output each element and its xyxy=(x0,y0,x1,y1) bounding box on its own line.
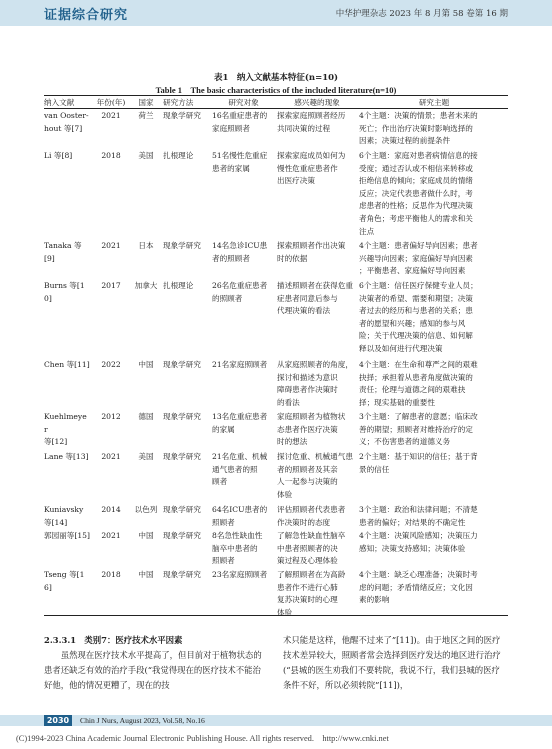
body-paragraph-right: 术只能是这样，他醒不过来了”[11])。由于地区之间的医疗技术差异较大，照顾者常会选择到医疗发达的地区进行治疗(“县城的医生劝我们不要转院，我说不行，我们县城的医疗条件不好，所以必须转院”[11])， xyxy=(283,635,501,690)
table-cell-country: 加拿大 xyxy=(134,281,158,290)
table-cell-phenomenon: 描述照顾者在获得危重 症患者同意后参与 代理决策的看法 xyxy=(277,281,353,316)
table-cell-year: 2012 xyxy=(101,412,121,421)
table-cell-themes: 4个主题：决策的情景；患者未来的 死亡；作出治疗决策时影响选择的 因素；决策过程的前提条件 xyxy=(359,111,478,146)
table-cell-subjects: 51名慢性危重症 患者的家属 xyxy=(212,151,268,173)
table-cell-subjects: 13名危重症患者 的家属 xyxy=(212,412,268,434)
table-cell-ref: Lane 等[13] xyxy=(44,452,89,461)
table-cell-method: 现象学研究 xyxy=(163,505,201,514)
table-cell-themes: 4个主题：缺乏心理准备；决策时考 虑的问题；矛盾情绪反应；文化因 素的影响 xyxy=(359,570,478,605)
col-header-subjects: 研究对象 xyxy=(228,98,259,107)
table-cell-method: 现象学研究 xyxy=(163,241,201,250)
table-cell-country: 日本 xyxy=(138,241,154,250)
body-right-column xyxy=(283,633,508,693)
table-cell-method: 现象学研究 xyxy=(163,452,201,461)
table-top-rule xyxy=(44,95,508,96)
table-cell-ref: Tseng 等[16] xyxy=(44,570,85,592)
table-cell-ref: Tanaka 等[9] xyxy=(44,241,82,263)
table-cell-phenomenon: 探索家庭成员如何为 慢性危重症患者作 出医疗决策 xyxy=(277,151,346,186)
table-cell-themes: 4个主题：患者偏好导向因素；患者 兴趣导向因素；家庭偏好导向因素 ；平衡患者、家庭偏好导向因素 xyxy=(359,241,478,276)
col-header-phenomenon: 感兴趣的现象 xyxy=(294,98,340,107)
table-cell-method: 现象学研究 xyxy=(163,360,201,369)
table-cell-year: 2018 xyxy=(101,570,121,579)
table-cell-year: 2017 xyxy=(101,281,121,290)
table-cell-phenomenon: 探索家庭照顾者经历 共同决策的过程 xyxy=(277,111,346,133)
table-cell-ref: Kuehlmeyer 等[12] xyxy=(44,412,87,447)
table-cell-ref: Li 等[8] xyxy=(44,151,73,160)
footer-journal-citation: Chin J Nurs, August 2023, Vol.58, No.16 xyxy=(80,716,205,725)
table-cell-method: 现象学研究 xyxy=(163,531,201,540)
col-header-themes: 研究主题 xyxy=(418,98,450,107)
table-cell-method: 扎根理论 xyxy=(163,281,194,290)
table-cell-country: 中国 xyxy=(138,570,154,579)
table-cell-subjects: 21名危重、机械 通气患者的照 顾者 xyxy=(212,452,268,487)
table-cell-country: 中国 xyxy=(138,531,154,540)
page-number: 2030 xyxy=(44,715,72,726)
section-label: 证据综合研究 xyxy=(44,8,129,23)
table-cell-method: 扎根理论 xyxy=(163,151,194,160)
table-cell-themes: 4个主题：在生命和尊严之间的艰难 抉择；承担着从患者角度做决策的 责任；伦理与道德之间的艰难抉 择；现实基础的重要性 xyxy=(359,360,478,407)
table-cell-themes: 3个主题：政治和法律问题；不清楚 患者的偏好；对结果的不确定性 xyxy=(359,505,478,527)
table-cell-subjects: 16名重症患者的 家庭照顾者 xyxy=(212,111,268,133)
table-cell-country: 德国 xyxy=(138,412,154,421)
table-title-en: Table 1 The basic characteristics of the included literature(n=10) xyxy=(155,85,397,95)
table-cell-ref: 郭园丽等[15] xyxy=(44,531,90,540)
table-cell-method: 现象学研究 xyxy=(163,412,201,421)
table-cell-year: 2021 xyxy=(101,531,121,540)
table-cell-subjects: 14名急诊ICU患 者的照顾者 xyxy=(212,241,268,263)
table-cell-subjects: 21名家庭照顾者 xyxy=(212,360,268,369)
table-cell-ref: van Ooster- hout 等[7] xyxy=(44,111,89,133)
col-header-ref: 纳入文献 xyxy=(44,98,75,107)
table-cell-year: 2014 xyxy=(101,505,121,514)
table-cell-themes: 6个主题：信任医疗保健专业人员； 决策者的希望、需要和期望；决策 者过去的经历和与患者的关系；患 者的愿望和兴趣；感知的参与风 险；关于代理决策的信息、如何解 释以及如何进行代理决策 xyxy=(359,281,478,353)
table-cell-year: 2021 xyxy=(101,452,121,461)
table-cell-method: 现象学研究 xyxy=(163,111,201,120)
table-cell-country: 以色列 xyxy=(134,505,158,514)
table-cell-themes: 6个主题：家庭对患者病情信息的接 受度；通过否认或不相信来转移或 拒绝信息的倾向；家庭成员的情绪 反应；决定代表患者做什么时，考 虑患者的性格；反思作为代理决策 者角色；考虑平衡他人的需求和关 注点 xyxy=(359,151,478,236)
table-cell-year: 2021 xyxy=(101,241,121,250)
table-cell-ref: Kuniavsky 等[14] xyxy=(44,505,84,527)
table-cell-ref: Chen 等[11] xyxy=(44,360,90,369)
table-cell-subjects: 8名急性缺血性 脑卒中患者的 照顾者 xyxy=(212,531,263,566)
table-cell-themes: 3个主题：了解患者的意愿；临床改 善的期望；照顾者对维持治疗的定 义；不伤害患者的道德义务 xyxy=(359,412,478,447)
body-paragraph-left: 虽然现在医疗技术水平提高了，但目前对于植物状态的患者还缺乏有效的治疗手段(“我觉得现在的医疗技术不能治好他，他的情况更糟了，现在的技 xyxy=(44,650,262,690)
table-cell-subjects: 23名家庭照顾者 xyxy=(212,570,268,579)
table-cell-year: 2022 xyxy=(101,360,121,369)
table-cell-country: 荷兰 xyxy=(138,111,154,120)
table-cell-country: 中国 xyxy=(138,360,154,369)
subsection-heading: 2.3.3.1 类别7：医疗技术水平因素 xyxy=(44,635,183,645)
table-cell-year: 2021 xyxy=(101,111,121,120)
copyright-line: (C)1994-2023 China Academic Journal Electronic Publishing House. All rights reserved. http://www.cnki.net xyxy=(16,734,389,743)
col-header-country: 国家 xyxy=(138,98,154,107)
table-cell-ref: Burns 等[10] xyxy=(44,281,85,303)
table-cell-phenomenon: 从家庭照顾者的角度， 探讨和描述为意识 障碍患者作决策时 的看法 xyxy=(277,360,353,407)
table-cell-phenomenon: 评估照顾者代表患者 作决策时的态度 xyxy=(277,505,346,527)
table-cell-method: 现象学研究 xyxy=(163,570,201,579)
table-cell-country: 美国 xyxy=(138,151,154,160)
table-cell-year: 2018 xyxy=(101,151,121,160)
col-header-method: 研究方法 xyxy=(163,98,194,107)
body-left-column xyxy=(44,633,269,693)
table-title-cn: 表1 纳入文献基本特征(n=10) xyxy=(213,73,339,83)
table-bottom-rule xyxy=(44,615,508,616)
table-cell-themes: 2个主题：基于知识的信任；基于背 景的信任 xyxy=(359,452,478,474)
table-cell-subjects: 64名ICU患者的 照顾者 xyxy=(212,505,268,527)
table-cell-country: 美国 xyxy=(138,452,154,461)
table-cell-phenomenon: 家庭照顾者为植物状 态患者作医疗决策 时的想法 xyxy=(277,412,346,447)
table-cell-subjects: 26名危重症患者 的照顾者 xyxy=(212,281,268,303)
col-header-year: 年份(年) xyxy=(96,98,126,107)
table-cell-phenomenon: 了解急性缺血性脑卒 中患者照顾者的决 策过程及心理体验 xyxy=(277,531,346,566)
table-cell-phenomenon: 了解照顾者在为高龄 患者作不进行心肺 复苏决策时的心理 体验 xyxy=(277,570,346,617)
table-cell-phenomenon: 探索照顾者作出决策 时的依据 xyxy=(277,241,346,263)
table-cell-themes: 4个主题：决策风险感知；决策压力 感知；决策支持感知；决策体验 xyxy=(359,531,478,553)
journal-header: 中华护理杂志 2023 年 8 月第 58 卷第 16 期 xyxy=(335,9,508,19)
table-cell-phenomenon: 探讨危重、机械通气患 者的照顾者及其亲 人一起参与决策的 体验 xyxy=(277,452,353,499)
